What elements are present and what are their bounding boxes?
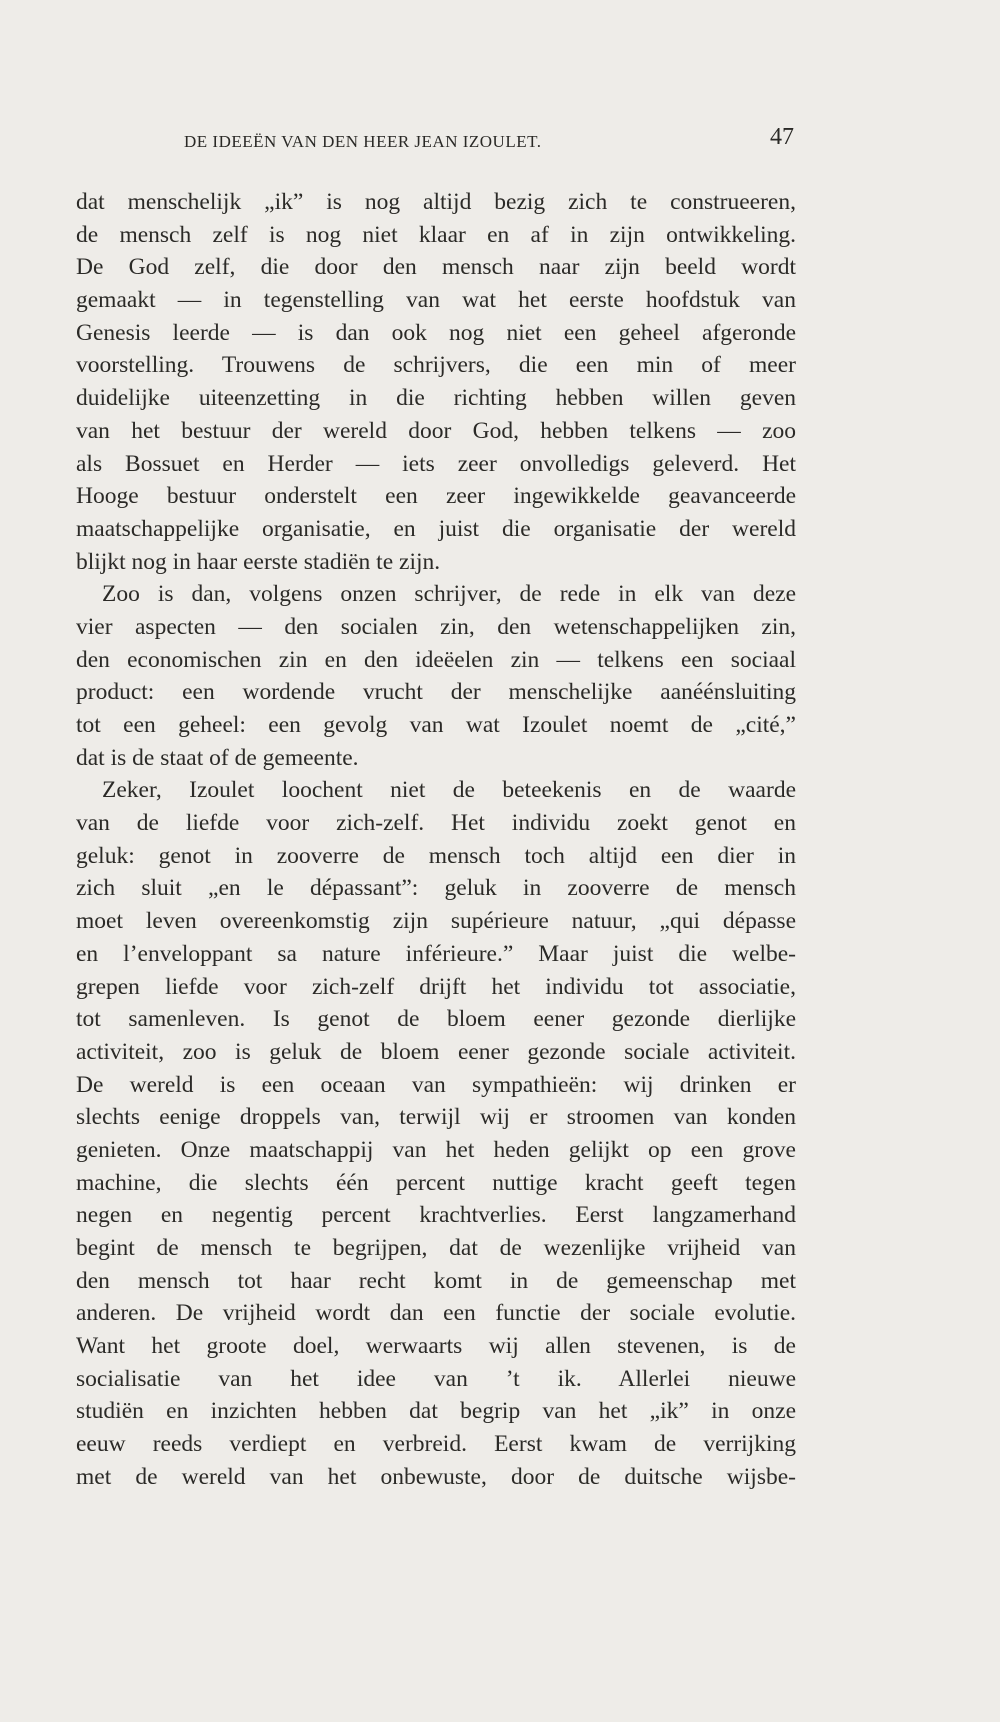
text-line: De God zelf, die door den mensch naar zijn beeld wordt — [76, 254, 796, 281]
text-line: maatschappelijke organisatie, en juist die organisatie der wereld — [76, 515, 796, 542]
text-line: duidelijke uiteenzetting in die richting hebben willen geven — [76, 385, 796, 412]
text-line: met de wereld van het onbewuste, door de duitsche wijsbe- — [76, 1463, 796, 1490]
text-line: anderen. De vrijheid wordt dan een functie der sociale evolutie. — [76, 1300, 796, 1327]
text-line: Zeker, Izoulet loochent niet de beteekenis en de waarde — [102, 777, 796, 804]
text-line: de mensch zelf is nog niet klaar en af in zijn ontwikkeling. — [76, 221, 796, 248]
text-line: negen en negentig percent krachtverlies. Eerst langzamerhand — [76, 1202, 796, 1229]
text-line: als Bossuet en Herder — iets zeer onvolledigs geleverd. Het — [76, 450, 796, 477]
text-line: socialisatie van het idee van ’t ik. Allerlei nieuwe — [76, 1365, 796, 1392]
body-text — [76, 186, 796, 1494]
text-line: De wereld is een oceaan van sympathieën: wij drinken er — [76, 1071, 796, 1098]
text-line: machine, die slechts één percent nuttige kracht geeft tegen — [76, 1169, 796, 1196]
text-line: tot samenleven. Is genot de bloem eener gezonde dierlijke — [76, 1006, 796, 1033]
text-line: activiteit, zoo is geluk de bloem eener gezonde sociale activiteit. — [76, 1038, 796, 1065]
text-line: van de liefde voor zich-zelf. Het individu zoekt genot en — [76, 810, 796, 837]
text-line: eeuw reeds verdiept en verbreid. Eerst kwam de verrijking — [76, 1431, 796, 1458]
text-line: geluk: genot in zooverre de mensch toch altijd een dier in — [76, 842, 796, 869]
text-line: blijkt nog in haar eerste stadiën te zijn. — [76, 548, 441, 575]
text-line: grepen liefde voor zich-zelf drijft het individu tot associatie, — [76, 973, 796, 1000]
running-head: DE IDEEËN VAN DEN HEER JEAN IZOULET. — [184, 132, 542, 151]
text-line: studiën en inzichten hebben dat begrip van het „ik” in onze — [76, 1398, 796, 1425]
text-line: moet leven overeenkomstig zijn supérieure natuur, „qui dépasse — [76, 908, 796, 935]
text-line: Want het groote doel, werwaarts wij allen stevenen, is de — [76, 1333, 796, 1360]
text-line: slechts eenige droppels van, terwijl wij er stroomen van konden — [76, 1104, 796, 1131]
text-line: vier aspecten — den socialen zin, den wetenschappelijken zin, — [76, 613, 796, 640]
text-line: en l’enveloppant sa nature inférieure.” Maar juist die welbe- — [76, 940, 796, 967]
text-line: Zoo is dan, volgens onzen schrijver, de rede in elk van deze — [102, 581, 796, 608]
text-line: voorstelling. Trouwens de schrijvers, die een min of meer — [76, 352, 796, 379]
text-line: den mensch tot haar recht komt in de gemeenschap met — [76, 1267, 796, 1294]
text-line: den economischen zin en den ideëelen zin — telkens een sociaal — [76, 646, 796, 673]
text-line: dat menschelijk „ik” is nog altijd bezig zich te construeeren, — [76, 189, 796, 215]
text-line: product: een wordende vrucht der menschelijke aanéénsluiting — [76, 679, 796, 706]
text-line: van het bestuur der wereld door God, hebben telkens — zoo — [76, 417, 796, 444]
text-line: Hooge bestuur onderstelt een zeer ingewikkelde geavanceerde — [76, 483, 796, 510]
text-line: dat is de staat of de gemeente. — [76, 744, 359, 771]
text-line: tot een geheel: een gevolg van wat Izoulet noemt de „cité,” — [76, 712, 796, 738]
page-number: 47 — [770, 124, 794, 150]
text-line: genieten. Onze maatschappij van het heden gelijkt op een grove — [76, 1136, 796, 1163]
text-line: begint de mensch te begrijpen, dat de wezenlijke vrijheid van — [76, 1235, 796, 1261]
text-line: gemaakt — in tegenstelling van wat het eerste hoofdstuk van — [76, 287, 796, 314]
text-line: Genesis leerde — is dan ook nog niet een geheel afgeronde — [76, 319, 796, 346]
text-line: zich sluit „en le dépassant”: geluk in zooverre de mensch — [76, 875, 796, 902]
page-header — [184, 124, 794, 164]
